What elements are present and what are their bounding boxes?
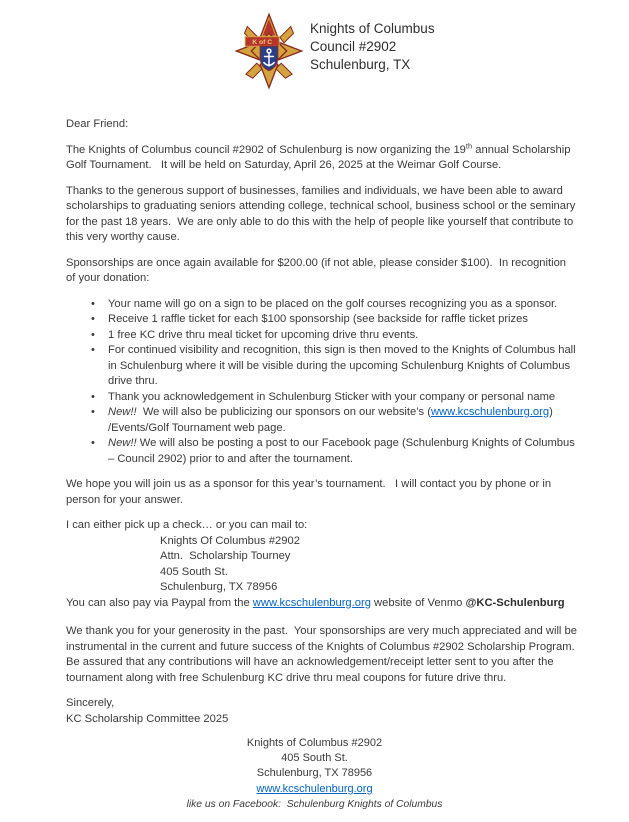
footer-facebook-line: like us on Facebook: Schulenburg Knights of Columbus (186, 798, 443, 810)
sponsorship-paragraph: Sponsorships are once again available for $200.00 (if not able, please consider $100). In recognition of your donation: (66, 256, 570, 284)
address-line-org: Knights Of Columbus #2902 (160, 534, 300, 547)
footer-link-line (0, 782, 629, 797)
list-item-sign: • Your name will go on a sign to be placed on the golf courses recognizing you as a sponsor. (66, 297, 578, 313)
footer-street-line: 405 South St. (281, 752, 348, 765)
pickup-line: I can either pick up a check… or you can mail to: (66, 519, 308, 531)
intro-text: The Knights of Columbus council #2902 of Schulenburg is now organizing the 19 (66, 143, 466, 156)
list-item-raffle: • Receive 1 raffle ticket for each $100 sponsorship (see backside for raffle ticket prizes (66, 312, 578, 328)
letterhead (235, 0, 629, 90)
paypal-line (66, 596, 578, 612)
paypal-text: You can also pay via Paypal from the (66, 596, 253, 609)
list-item-meal-ticket: • 1 free KC drive thru meal ticket for upcoming drive thru events. (66, 328, 578, 344)
salutation: Dear Friend: (66, 118, 129, 130)
list-item-website (66, 405, 578, 436)
sincerely-line: Sincerely, (66, 697, 115, 709)
footer-org-line: Knights of Columbus #2902 (246, 737, 383, 749)
address-line-street: 405 South St. (160, 565, 228, 578)
letter-body (66, 117, 581, 727)
org-name: Knights of Columbus (310, 21, 435, 36)
facebook-bullet-text: We will also be posting a post to our Facebook page (Schulenburg Knights of Columbus – Council 2902) prior to and after the tournament. (108, 437, 578, 465)
paypal-text-cont: website of Venmo (370, 596, 466, 609)
website-bullet-text-cont: ) /Events/Golf Tournament web page. (108, 406, 556, 434)
intro-paragraph (66, 140, 578, 174)
letterhead-text (310, 12, 435, 74)
hope-paragraph: We hope you will join us as a sponsor for this year’s tournament. I will contact you by phone or in person for your answer. (66, 478, 555, 506)
gratitude-paragraph: We thank you for your generosity in the past. Your sponsorships are very much appreciated and will be instrumental in the current and future success of the Knights of Columbus #2902 Scholarship Program. Be assured that any contributions will have an acknowledgement/receipt letter sent to you after the tournament along with free Schulenburg KC drive thru meal coupons for future drive thru. (66, 625, 581, 684)
list-item-facebook (66, 436, 578, 467)
org-city: Schulenburg, TX (310, 57, 411, 72)
venmo-handle: @KC-Schulenburg (465, 596, 565, 609)
website-bullet-text: We will also be publicizing our sponsors on our website’s ( (136, 406, 431, 418)
footer-city-line: Schulenburg, TX 78956 (256, 767, 373, 780)
benefits-list (66, 297, 578, 468)
support-paragraph: Thanks to the generous support of businesses, families and individuals, we have been able to award scholarships to graduating seniors attending college, technical school, business school or the seminary for the past 18 years. We are only able to do this with the help of people like yourself that contribute to this very worthy cause. (66, 184, 579, 243)
list-item-visibility: • For continued visibility and recognition, this sign is then moved to the Knights of Columbus hall in Schulenburg where it will be visible during the upcoming Schulenburg Knights of Columbus drive thru. (66, 343, 578, 390)
council-number: Council #2902 (310, 39, 397, 54)
website-link[interactable]: www.kcschulenburg.org (430, 406, 550, 418)
mailing-address (160, 534, 578, 596)
footer (0, 736, 629, 812)
emblem-band-text: K of C (252, 39, 273, 47)
paypal-website-link[interactable]: www.kcschulenburg.org (252, 596, 371, 609)
signature-block (66, 696, 578, 727)
kofc-emblem-icon (235, 12, 303, 90)
new-flag: New!! (108, 437, 137, 449)
footer-website-link[interactable]: www.kcschulenburg.org (256, 782, 373, 795)
address-line-city: Schulenburg, TX 78956 (160, 581, 278, 593)
list-item-acknowledgement: • Thank you acknowledgement in Schulenburg Sticker with your company or personal name (66, 390, 578, 406)
committee-line: KC Scholarship Committee 2025 (66, 712, 229, 725)
ordinal-suffix: th (465, 140, 473, 150)
intro-text-cont: annual Scholarship Golf Tournament. It will be held on Saturday, April 26, 2025 at the Weimar Golf Course. (66, 143, 574, 171)
new-flag: New!! (108, 406, 137, 418)
address-line-attn: Attn. Scholarship Tourney (160, 550, 291, 562)
